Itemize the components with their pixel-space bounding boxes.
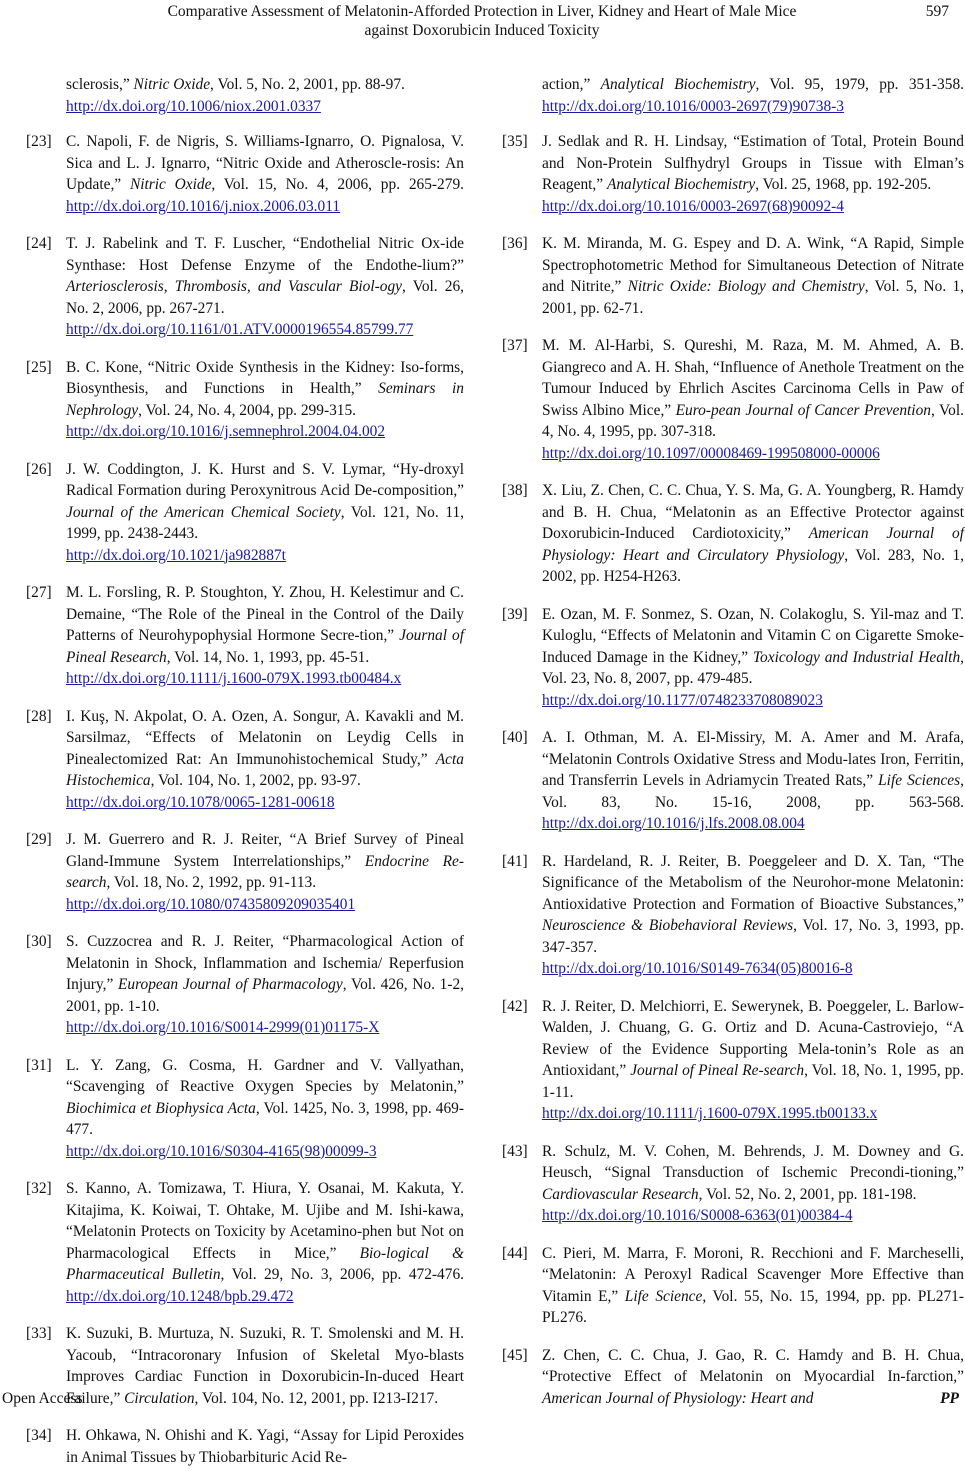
reference-number: [30]	[26, 933, 52, 950]
reference-journal: Nitric Oxide	[133, 76, 211, 93]
reference-journal: Seminars in Nephrology	[66, 380, 464, 419]
reference-authors-title: M. L. Forsling, R. P. Stoughton, Y. Zhou, H. Kelestimur and C. Demaine, “The Role of the Pineal in the Control of the Daily Patterns of Neurohypophysial Hormone Secre-tion,”	[66, 584, 464, 644]
reference-entry	[502, 233, 964, 319]
reference-number: [44]	[502, 1244, 528, 1262]
references-left-column	[26, 74, 464, 1484]
reference-journal: Journal of the American Chemical Society	[66, 503, 341, 521]
reference-entry	[26, 829, 464, 915]
reference-entry	[502, 727, 964, 835]
reference-authors-title: R. J. Reiter, D. Melchiorri, E. Sewerynek, B. Poeggeler, L. Barlow-Walden, J. Chuang, G. G. Ortiz and D. Acuna-Castroviejo, “A Review of the Evidence Supporting Mela-tonin’s Role as an Antioxidant,”	[542, 997, 964, 1079]
reference-details: , Vol. 83, No. 15-16, 2008, pp. 563-568.	[542, 772, 964, 811]
reference-authors-title: K. Suzuki, B. Murtuza, N. Suzuki, R. T. Smolenski and M. H. Yacoub, “Intracoronary Infusion of Skeletal Myo-blasts Improves Cardiac Function in Doxorubicin-In-duced Heart Failure,”	[66, 1325, 464, 1407]
reference-authors-title: action,”	[542, 76, 601, 93]
reference-authors-title: R. Schulz, M. V. Cohen, M. Behrends, J. M. Downey and G. Heusch, “Signal Transduction of Ischemic Precondi-tioning,”	[542, 1142, 964, 1181]
reference-details: , Vol. 283, No. 1, 2002, pp. H254-H263.	[542, 546, 965, 585]
reference-doi-link[interactable]: http://dx.doi.org/10.1021/ja982887t	[66, 546, 286, 564]
reference-authors-title: M. M. Al-Harbi, S. Qureshi, M. Raza, M. M. Ahmed, A. B. Giangreco and A. H. Shah, “Influence of Anethole Treatment on the Tumour Induced by Ehrlich Ascites Carcinoma Cells in Paw of Swiss Albino Mice,”	[542, 337, 964, 419]
reference-number: [45]	[502, 1346, 528, 1364]
reference-number: [23]	[26, 133, 52, 150]
reference-journal: Nitric Oxide: Biology and Chemistry	[627, 278, 865, 295]
reference-details: , Vol. 15, No. 4, 2006, pp. 265-279.	[211, 176, 464, 193]
reference-entry	[26, 1425, 464, 1468]
reference-authors-title: S. Cuzzocrea and R. J. Reiter, “Pharmacological Action of Melatonin in Shock, Inflammation and Ischemia/ Reperfusion Injury,”	[66, 933, 464, 993]
reference-entry	[502, 996, 964, 1125]
reference-authors-title: C. Pieri, M. Marra, F. Moroni, R. Recchioni and F. Marcheselli, “Melatonin: A Peroxyl Radical Scavenger More Effective than Vitamin E,”	[542, 1244, 964, 1305]
reference-details: , Vol. 17, No. 3, 1993, pp. 347-357.	[542, 917, 964, 956]
reference-number: [31]	[26, 1056, 52, 1074]
reference-journal: American Journal of Physiology: Heart and	[542, 1389, 814, 1407]
reference-authors-title: C. Napoli, F. de Nigris, S. Williams-Ignarro, O. Pignalosa, V. Sica and L. J. Ignarro, “Nitric Oxide and Atheroscle-rosis: An Update,”	[66, 133, 464, 193]
reference-entry	[26, 233, 464, 341]
reference-entry	[26, 1178, 464, 1307]
reference-authors-title: J. M. Guerrero and R. J. Reiter, “A Brief Survey of Pineal Gland-Immune System Interrelationships,”	[66, 831, 464, 870]
reference-number: [41]	[502, 852, 528, 870]
reference-number: [37]	[502, 337, 528, 354]
reference-details: , Vol. 1425, No. 3, 1998, pp. 469-477.	[66, 1099, 464, 1138]
reference-number: [39]	[502, 605, 528, 623]
reference-entry	[26, 459, 464, 567]
reference-entry	[26, 706, 464, 814]
reference-details: , Vol. 55, No. 15, 1994, pp. pp. PL271-PL276.	[542, 1287, 964, 1326]
reference-authors-title: J. W. Coddington, J. K. Hurst and S. V. Lymar, “Hy-droxyl Radical Formation during Peroxynitrous Acid De-composition,”	[66, 460, 464, 499]
reference-authors-title: L. Y. Zang, G. Cosma, H. Gardner and V. Vallyathan, “Scavenging of Reactive Oxygen Species by Melatonin,”	[66, 1056, 464, 1095]
reference-details: , Vol. 426, No. 1-2, 2001, pp. 1-10.	[66, 976, 464, 1015]
reference-details: , Vol. 14, No. 1, 1993, pp. 45-51.	[166, 648, 370, 666]
reference-journal: Analytical Biochemistry	[600, 76, 756, 93]
reference-details: , Vol. 104, No. 12, 2001, pp. I213-I217.	[194, 1389, 439, 1407]
reference-entry	[502, 1141, 964, 1227]
reference-entry	[502, 335, 964, 464]
reference-authors-title: X. Liu, Z. Chen, C. C. Chua, Y. S. Ma, G. A. Youngberg, R. Hamdy and B. H. Chua, “Melatonin as an Effective Protector against Doxorubicin-Induced Cardiotoxicity,”	[542, 482, 964, 542]
reference-doi-link[interactable]: http://dx.doi.org/10.1177/0748233708089023	[542, 691, 823, 709]
references-right-column	[502, 74, 964, 1425]
reference-number: [38]	[502, 482, 528, 499]
reference-journal: Biochimica et Biophysica Acta	[66, 1099, 256, 1117]
reference-number: [33]	[26, 1325, 52, 1342]
reference-journal: Bio-logical & Pharmaceutical Bulletin	[66, 1244, 464, 1283]
reference-number: [34]	[26, 1427, 52, 1444]
reference-number: [29]	[26, 831, 52, 848]
reference-doi-link[interactable]: http://dx.doi.org/10.1016/S0008-6363(01)00384-4	[542, 1207, 853, 1224]
reference-journal: American Journal of Physiology: Heart and Circulatory Physiology	[542, 525, 964, 564]
reference-journal: Toxicology and Industrial Health	[752, 648, 961, 666]
reference-authors-title: K. M. Miranda, M. G. Espey and D. A. Wink, “A Rapid, Simple Spectrophotometric Method for Simultaneous Detection of Nitrate and Nitrite,”	[542, 235, 964, 295]
reference-number: [42]	[502, 997, 528, 1015]
reference-entry	[26, 1055, 464, 1163]
reference-details: , Vol. 52, No. 2, 2001, pp. 181-198.	[698, 1185, 917, 1203]
reference-authors-title: J. Sedlak and R. H. Lindsay, “Estimation of Total, Protein Bound and Non-Protein Sulfhydryl Groups in Tissue with Elman’s Reagent,”	[542, 133, 964, 193]
reference-details: , Vol. 5, No. 2, 2001, pp. 88-97.	[210, 76, 405, 93]
reference-details: , Vol. 26, No. 2, 2006, pp. 267-271.	[66, 278, 464, 317]
reference-number: [40]	[502, 729, 528, 746]
reference-journal: Nitric Oxide	[129, 176, 212, 193]
reference-journal: Journal of Pineal Re-search	[630, 1062, 805, 1079]
reference-doi-link[interactable]: http://dx.doi.org/10.1111/j.1600-079X.1993.tb00484.x	[66, 670, 402, 687]
reference-journal: Euro-pean Journal of Cancer Prevention	[675, 401, 931, 419]
reference-entry	[26, 74, 464, 117]
reference-authors-title: Z. Chen, C. C. Chua, J. Gao, R. C. Hamdy and B. H. Chua, “Protective Effect of Melatonin on Myocardial In-farction,”	[542, 1346, 964, 1385]
reference-details: , Vol. 18, No. 2, 1992, pp. 91-113.	[106, 874, 317, 891]
reference-journal: Life Sciences	[878, 772, 961, 789]
reference-doi-link[interactable]: http://dx.doi.org/10.1097/00008469-199508000-00006	[542, 444, 880, 462]
reference-doi-link[interactable]: http://dx.doi.org/10.1016/j.semnephrol.2004.04.002	[66, 423, 386, 440]
journal-abbrev: PP	[940, 1390, 959, 1407]
running-title-line1: Comparative Assessment of Melatonin-Afforded Protection in Liver, Kidney and Heart of Male Mice	[167, 3, 797, 20]
reference-number: [43]	[502, 1142, 528, 1160]
reference-authors-title: A. I. Othman, M. A. El-Missiry, M. A. Amer and M. Arafa, “Melatonin Controls Oxidative Stress and Modu-lates Iron, Ferritin, and Transferrin Levels in Adriamycin Treated Rats,”	[542, 729, 964, 789]
reference-entry	[502, 851, 964, 980]
reference-doi-link[interactable]: http://dx.doi.org/10.1111/j.1600-079X.1995.tb00133.x	[542, 1105, 878, 1122]
reference-number: [25]	[26, 358, 52, 376]
reference-doi-link[interactable]: http://dx.doi.org/10.1161/01.ATV.0000196554.85799.77	[66, 321, 414, 338]
running-title-line2: against Doxorubicin Induced Toxicity	[364, 22, 600, 39]
reference-journal: Arteriosclerosis, Thrombosis, and Vascular Biol-ogy	[66, 278, 402, 295]
reference-authors-title: E. Ozan, M. F. Sonmez, S. Ozan, N. Colakoglu, S. Yil-maz and T. Kuloglu, “Effects of Melatonin and Vitamin C on Cigarette Smoke-Induced Damage in the Kidney,”	[542, 605, 964, 666]
reference-journal: Journal of Pineal Research	[66, 627, 464, 666]
reference-journal: European Journal of Pharmacology	[118, 976, 343, 993]
reference-number: [26]	[26, 460, 52, 478]
reference-details: , Vol. 104, No. 1, 2002, pp. 93-97.	[150, 772, 361, 789]
reference-journal: Life Science	[624, 1287, 703, 1305]
reference-doi-link[interactable]: http://dx.doi.org/10.1248/bpb.29.472	[66, 1287, 294, 1305]
reference-doi-link[interactable]: http://dx.doi.org/10.1080/07435809209035401	[66, 895, 356, 913]
reference-authors-title: I. Kuş, N. Akpolat, O. A. Ozen, A. Songur, A. Kavakli and M. Sarsilmaz, “Effects of Melatonin on Leydig Cells in Pinealectomized Rat: An Immunohistochemical Study,”	[66, 707, 464, 768]
reference-entry	[502, 1243, 964, 1329]
reference-journal: Analytical Biochemistry	[606, 176, 756, 193]
reference-entry	[502, 131, 964, 217]
reference-details: , Vol. 4, No. 4, 1995, pp. 307-318.	[542, 401, 964, 440]
reference-journal: Circulation	[124, 1389, 195, 1407]
reference-number: [24]	[26, 235, 52, 252]
reference-doi-link[interactable]: http://dx.doi.org/10.1016/0003-2697(68)90092-4	[542, 197, 844, 215]
reference-number: [28]	[26, 707, 52, 725]
reference-doi-link[interactable]: http://dx.doi.org/10.1078/0065-1281-00618	[66, 793, 335, 811]
running-header	[0, 0, 965, 46]
open-access-label: Open Access	[2, 1390, 83, 1407]
reference-entry	[26, 357, 464, 443]
reference-number: [27]	[26, 584, 52, 601]
reference-journal: Acta Histochemica	[66, 750, 464, 789]
reference-doi-link[interactable]: http://dx.doi.org/10.1016/0003-2697(79)90738-3	[542, 97, 844, 115]
page-number: 597	[925, 3, 949, 20]
reference-entry	[502, 480, 964, 588]
reference-details: , Vol. 29, No. 3, 2006, pp. 472-476.	[220, 1266, 464, 1283]
reference-journal: Neuroscience & Biobehavioral Reviews	[542, 917, 794, 934]
reference-doi-link[interactable]: http://dx.doi.org/10.1006/niox.2001.0337	[66, 97, 321, 115]
reference-details: , Vol. 24, No. 4, 2004, pp. 299-315.	[138, 401, 357, 419]
reference-details: , Vol. 5, No. 1, 2001, pp. 62-71.	[542, 278, 965, 317]
reference-details: , Vol. 25, 1968, pp. 192-205.	[755, 176, 932, 193]
reference-doi-link[interactable]: http://dx.doi.org/10.1016/S0149-7634(05)80016-8	[542, 960, 853, 977]
reference-authors-title: H. Ohkawa, N. Ohishi and K. Yagi, “Assay for Lipid Peroxides in Animal Tissues by Thiobarbituric Acid Re-	[66, 1427, 464, 1466]
reference-authors-title: R. Hardeland, R. J. Reiter, B. Poeggeleer and D. X. Tan, “The Significance of the Metabolism of the Neurohor-mone Melatonin: Antioxidative Protection and Formation of Bioactive Substances,”	[542, 852, 964, 913]
reference-number: [36]	[502, 235, 528, 252]
reference-details: , Vol. 18, No. 1, 1995, pp. 1-11.	[542, 1062, 964, 1101]
reference-doi-link[interactable]: http://dx.doi.org/10.1016/j.niox.2006.03.011	[66, 197, 341, 215]
reference-doi-link[interactable]: http://dx.doi.org/10.1016/S0014-2999(01)01175-X	[66, 1019, 380, 1036]
page-footer	[0, 1390, 965, 1412]
reference-details: , Vol. 23, No. 8, 2007, pp. 479-485.	[542, 648, 965, 687]
reference-entry	[26, 931, 464, 1039]
reference-number: [35]	[502, 133, 528, 150]
reference-doi-link[interactable]: http://dx.doi.org/10.1016/S0304-4165(98)00099-3	[66, 1142, 377, 1160]
reference-authors-title: T. J. Rabelink and T. F. Luscher, “Endothelial Nitric Ox-ide Synthase: Host Defense Enzyme of the Endothe-lium?”	[66, 235, 464, 274]
reference-entry	[502, 74, 964, 117]
reference-entry	[502, 604, 964, 712]
reference-doi-link[interactable]: http://dx.doi.org/10.1016/j.lfs.2008.08.004	[542, 815, 805, 832]
reference-number: [32]	[26, 1180, 52, 1197]
reference-entry	[26, 582, 464, 690]
reference-authors-title: S. Kanno, A. Tomizawa, T. Hiura, Y. Osanai, M. Kakuta, Y. Kitajima, K. Koiwai, T. Ohtake, M. Ujibe and M. Ishi-kawa, “Melatonin Protects on Toxicity by Acetamino-phen but Not on Pharmacological Effects in Mice,”	[66, 1180, 464, 1262]
reference-journal: Endocrine Re-search	[66, 852, 464, 891]
reference-entry	[26, 131, 464, 217]
reference-journal: Cardiovascular Research	[542, 1185, 699, 1203]
reference-details: , Vol. 121, No. 11, 1999, pp. 2438-2443.	[66, 503, 464, 542]
reference-authors-title: B. C. Kone, “Nitric Oxide Synthesis in the Kidney: Iso-forms, Biosynthesis, and Functions in Health,”	[66, 358, 464, 397]
reference-details: , Vol. 95, 1979, pp. 351-358.	[755, 76, 964, 93]
reference-authors-title: sclerosis,”	[66, 76, 134, 93]
